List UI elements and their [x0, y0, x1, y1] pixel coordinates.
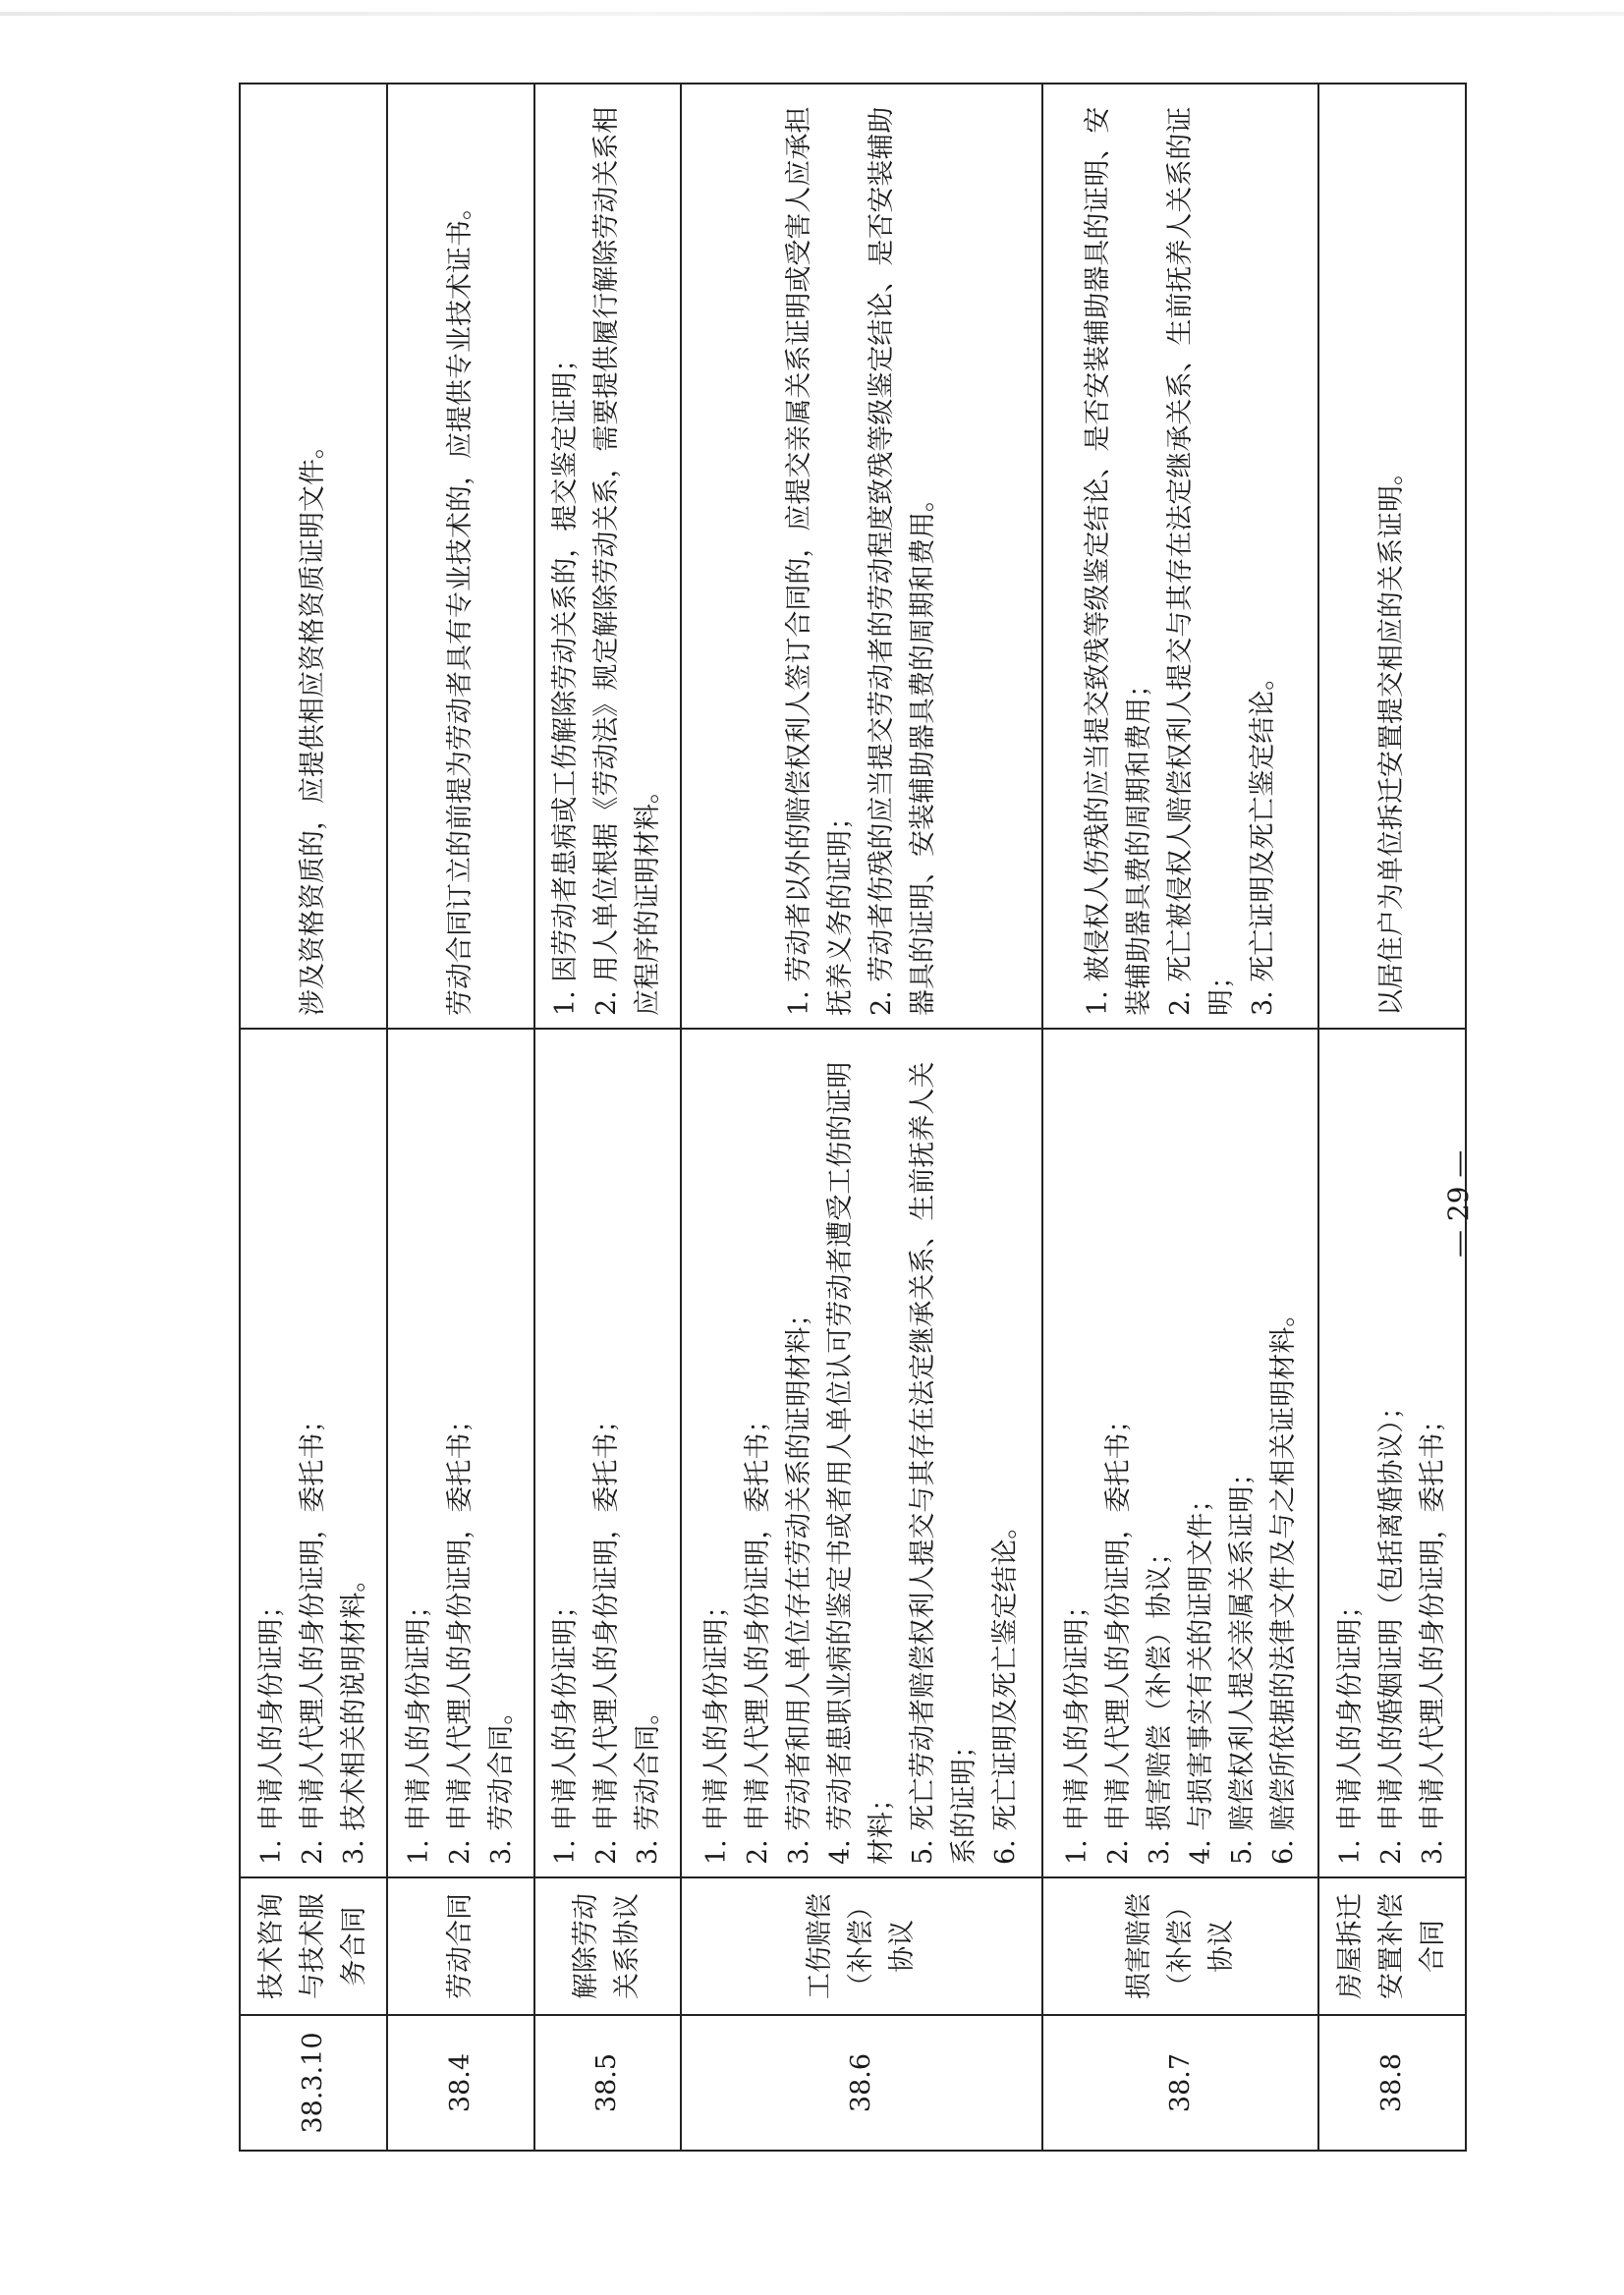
- material-item: 2. 申请人代理人的身份证明，委托书；: [591, 1406, 623, 1865]
- material-item: 1. 申请人的身份证明；: [255, 1592, 287, 1865]
- contract-type: 解除劳动关系协议: [534, 1877, 682, 2015]
- material-item: 2. 申请人代理人的身份证明，委托书；: [444, 1406, 476, 1865]
- note-item: 1. 劳动者以外的赔偿权利人签订合同的，应提交亲属关系证明或受害人应承担抚养义务的证明；: [784, 106, 857, 1016]
- material-item: 1. 申请人的身份证明；: [1061, 1592, 1092, 1865]
- table-row: [387, 84, 534, 2151]
- required-materials: [681, 1029, 1042, 1877]
- material-item: 1. 申请人的身份证明；: [1335, 1592, 1367, 1865]
- notes: [1318, 84, 1466, 1029]
- notes: [1042, 84, 1318, 1029]
- page-number: — 29 —: [1442, 1149, 1475, 1258]
- rotated-table-container: [239, 106, 1467, 2152]
- required-materials: [387, 1029, 534, 1877]
- material-item: 4. 与损害事实有关的证明文件；: [1185, 1485, 1216, 1865]
- note-item: 2. 死亡被侵权人赔偿权利人提交与其存在法定继承关系、生前抚养人关系的证明；: [1164, 106, 1237, 1016]
- material-item: 5. 死亡劳动者赔偿权利人提交与其存在法定继承关系、生前抚养人关系的证明；: [908, 1061, 980, 1865]
- material-item: 2. 申请人的婚姻证明（包括离婚协议）；: [1376, 1393, 1408, 1865]
- material-item: 3. 劳动者和用人单位存在劳动关系的证明材料；: [784, 1300, 815, 1865]
- material-item: 2. 申请人代理人的身份证明，委托书；: [297, 1406, 328, 1865]
- material-item: 3. 劳动合同。: [633, 1698, 664, 1865]
- material-item: 3. 损害赔偿（补偿）协议；: [1144, 1539, 1175, 1865]
- required-materials: [1042, 1029, 1318, 1877]
- row-number: 38.8: [1318, 2015, 1466, 2151]
- table-row: [681, 84, 1042, 2151]
- note-item: 涉及资格资质的，应提供相应资格资质证明文件。: [297, 432, 328, 1016]
- required-materials: [240, 1029, 387, 1877]
- material-item: 5. 赔偿权利人提交亲属关系证明；: [1226, 1459, 1258, 1865]
- notes: [240, 84, 387, 1029]
- notes: [387, 84, 534, 1029]
- note-item: 3. 死亡证明及死亡鉴定结论。: [1247, 663, 1278, 1016]
- row-number: 38.6: [681, 2015, 1042, 2151]
- material-item: 1. 申请人的身份证明；: [701, 1592, 733, 1865]
- contract-type: 技术咨询与技术服务合同: [240, 1877, 387, 2015]
- material-item: 3. 劳动合同。: [485, 1698, 517, 1865]
- table-row: [1042, 84, 1318, 2151]
- contract-type: 工伤赔偿（补偿）协议: [681, 1877, 1042, 2015]
- notes: [681, 84, 1042, 1029]
- material-item: 1. 申请人的身份证明；: [403, 1592, 434, 1865]
- table-row: [1318, 84, 1466, 2151]
- row-number: 38.5: [534, 2015, 682, 2151]
- material-item: 3. 技术相关的说明材料。: [338, 1565, 369, 1865]
- scan-artifact: [0, 12, 1624, 16]
- table-row: [534, 84, 682, 2151]
- note-item: 1. 被侵权人伤残的应当提交致残等级鉴定结论、是否安装辅助器具的证明、安装辅助器具费的周期和费用；: [1082, 106, 1154, 1016]
- note-item: 2. 用人单位根据《劳动法》规定解除劳动关系，需要提供履行解除劳动关系相应程序的证明材料。: [591, 106, 664, 1016]
- row-number: 38.3.10: [240, 2015, 387, 2151]
- row-number: 38.4: [387, 2015, 534, 2151]
- required-materials: [534, 1029, 682, 1877]
- requirements-table: [239, 83, 1467, 2152]
- material-item: 6. 赔偿所依据的法律文件及与之相关证明材料。: [1267, 1300, 1299, 1865]
- notes: [534, 84, 682, 1029]
- material-item: 1. 申请人的身份证明；: [550, 1592, 582, 1865]
- material-item: 3. 申请人代理人的身份证明，委托书；: [1418, 1406, 1449, 1865]
- contract-type: 损害赔偿（补偿）协议: [1042, 1877, 1318, 2015]
- contract-type: 房屋拆迁安置补偿合同: [1318, 1877, 1466, 2015]
- material-item: 2. 申请人代理人的身份证明，委托书；: [743, 1406, 774, 1865]
- material-item: 6. 死亡证明及死亡鉴定结论。: [990, 1512, 1022, 1865]
- note-item: 2. 劳动者伤残的应当提交劳动者的劳动程度致残等级鉴定结论、是否安装辅助器具的证明、安装辅助器具费的周期和费用。: [867, 106, 939, 1016]
- row-number: 38.7: [1042, 2015, 1318, 2151]
- note-item: 1. 因劳动者患病或工伤解除劳动关系的，提交鉴定证明；: [550, 345, 582, 1016]
- note-item: 劳动合同订立的前提为劳动者具有专业技术的，应提供专业技术证书。: [444, 194, 476, 1016]
- note-item: 以居住户为单位拆迁安置提交相应的关系证明。: [1376, 459, 1408, 1016]
- table-row: [240, 84, 387, 2151]
- material-item: 4. 劳动者患职业病的鉴定书或者用人单位认可劳动者遭受工伤的证明材料；: [825, 1061, 898, 1865]
- contract-type: 劳动合同: [387, 1877, 534, 2015]
- material-item: 2. 申请人代理人的身份证明，委托书；: [1102, 1406, 1134, 1865]
